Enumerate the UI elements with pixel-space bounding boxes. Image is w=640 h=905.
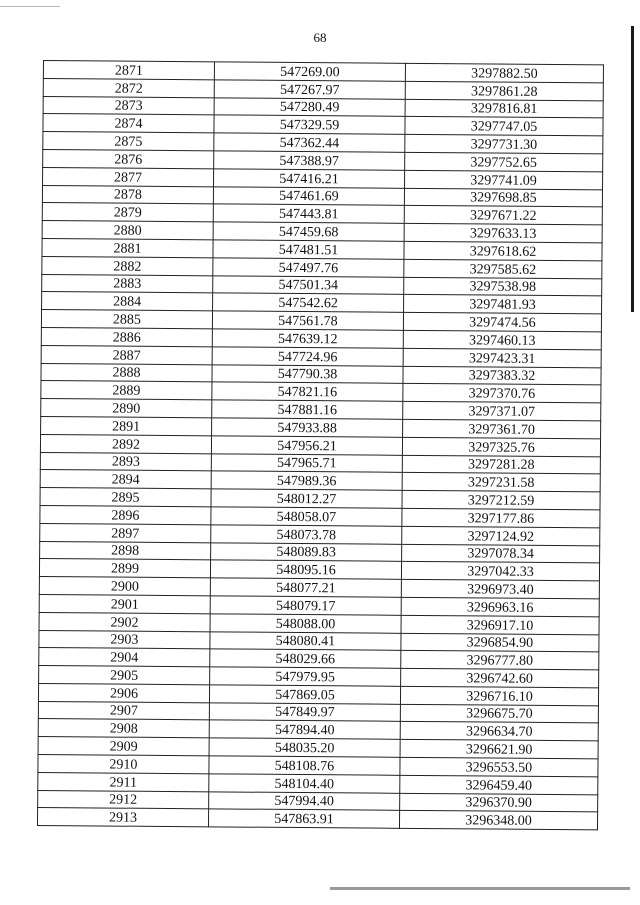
point-number-cell: 2912 (38, 790, 209, 809)
x-coordinate-cell: 548088.00 (210, 614, 401, 633)
x-coordinate-cell: 548095.16 (210, 560, 401, 579)
point-number-cell: 2902 (39, 612, 210, 631)
x-coordinate-cell: 547863.91 (208, 809, 399, 828)
y-coordinate-cell: 3296963.16 (401, 597, 599, 616)
y-coordinate-cell: 3296348.00 (399, 811, 597, 830)
point-number-cell: 2908 (38, 719, 209, 738)
x-coordinate-cell: 547461.69 (213, 186, 404, 205)
point-number-cell: 2880 (42, 221, 213, 240)
x-coordinate-cell: 547481.51 (213, 240, 404, 259)
x-coordinate-cell: 547388.97 (214, 151, 405, 170)
y-coordinate-cell: 3297882.50 (405, 63, 603, 82)
point-number-cell: 2900 (39, 577, 210, 596)
y-coordinate-cell: 3297698.85 (404, 188, 602, 207)
x-coordinate-cell: 547849.97 (209, 703, 400, 722)
y-coordinate-cell: 3297231.58 (402, 473, 600, 492)
page-number: 68 (313, 30, 327, 45)
coordinates-table-container (37, 60, 603, 836)
y-coordinate-cell: 3296854.90 (401, 633, 599, 652)
x-coordinate-cell: 547869.05 (209, 685, 400, 704)
y-coordinate-cell: 3297281.28 (402, 455, 600, 474)
x-coordinate-cell: 548073.78 (211, 525, 402, 544)
y-coordinate-cell: 3296370.90 (400, 793, 598, 812)
point-number-cell: 2903 (39, 630, 210, 649)
point-number-cell: 2874 (43, 114, 214, 133)
y-coordinate-cell: 3296742.60 (401, 668, 599, 687)
y-coordinate-cell: 3297042.33 (401, 562, 599, 581)
point-number-cell: 2904 (39, 648, 210, 667)
y-coordinate-cell: 3296716.10 (400, 686, 598, 705)
y-coordinate-cell: 3297741.09 (405, 170, 603, 189)
x-coordinate-cell: 547639.12 (212, 329, 403, 348)
scan-edge-bar-right (631, 26, 634, 312)
point-number-cell: 2878 (42, 185, 213, 204)
x-coordinate-cell: 547994.40 (209, 791, 400, 810)
scan-edge-line-bottom (330, 887, 630, 890)
x-coordinate-cell: 547790.38 (212, 364, 403, 383)
x-coordinate-cell: 548104.40 (209, 774, 400, 793)
point-number-cell: 2891 (41, 416, 212, 435)
y-coordinate-cell: 3297124.92 (402, 526, 600, 545)
y-coordinate-cell: 3296777.80 (401, 651, 599, 670)
point-number-cell: 2909 (38, 737, 209, 756)
point-number-cell: 2898 (40, 541, 211, 560)
x-coordinate-cell: 547501.34 (213, 275, 404, 294)
x-coordinate-cell: 548058.07 (211, 507, 402, 526)
x-coordinate-cell: 548089.83 (211, 542, 402, 561)
y-coordinate-cell: 3297370.76 (403, 384, 601, 403)
y-coordinate-cell: 3297538.98 (404, 277, 602, 296)
x-coordinate-cell: 547965.71 (211, 453, 402, 472)
point-number-cell: 2873 (43, 96, 214, 115)
y-coordinate-cell: 3297325.76 (402, 437, 600, 456)
y-coordinate-cell: 3296553.50 (400, 757, 598, 776)
x-coordinate-cell: 547280.49 (214, 97, 405, 116)
y-coordinate-cell: 3296634.70 (400, 722, 598, 741)
x-coordinate-cell: 547933.88 (212, 418, 403, 437)
y-coordinate-cell: 3297474.56 (403, 312, 601, 331)
x-coordinate-cell: 547881.16 (212, 400, 403, 419)
x-coordinate-cell: 547979.95 (210, 667, 401, 686)
y-coordinate-cell: 3297752.65 (405, 152, 603, 171)
point-number-cell: 2883 (42, 274, 213, 293)
point-number-cell: 2899 (39, 559, 210, 578)
point-number-cell: 2879 (42, 203, 213, 222)
y-coordinate-cell: 3297585.62 (404, 259, 602, 278)
x-coordinate-cell: 548080.41 (210, 631, 401, 650)
point-number-cell: 2881 (42, 238, 213, 257)
x-coordinate-cell: 547416.21 (214, 169, 405, 188)
y-coordinate-cell: 3297618.62 (404, 241, 602, 260)
x-coordinate-cell: 547542.62 (213, 293, 404, 312)
point-number-cell: 2888 (41, 363, 212, 382)
y-coordinate-cell: 3297816.81 (405, 99, 603, 118)
point-number-cell: 2882 (42, 256, 213, 275)
y-coordinate-cell: 3297423.31 (403, 348, 601, 367)
y-coordinate-cell: 3297371.07 (403, 401, 601, 420)
x-coordinate-cell: 548012.27 (211, 489, 402, 508)
x-coordinate-cell: 547267.97 (214, 80, 405, 99)
point-number-cell: 2876 (43, 149, 214, 168)
point-number-cell: 2906 (38, 683, 209, 702)
x-coordinate-cell: 547497.76 (213, 258, 404, 277)
table-row (37, 808, 597, 830)
x-coordinate-cell: 548077.21 (210, 578, 401, 597)
point-number-cell: 2885 (41, 310, 212, 329)
point-number-cell: 2884 (42, 292, 213, 311)
x-coordinate-cell: 548108.76 (209, 756, 400, 775)
point-number-cell: 2911 (38, 772, 209, 791)
point-number-cell: 2871 (43, 61, 214, 80)
x-coordinate-cell: 548029.66 (210, 649, 401, 668)
x-coordinate-cell: 548079.17 (210, 596, 401, 615)
y-coordinate-cell: 3297078.34 (402, 544, 600, 563)
y-coordinate-cell: 3297481.93 (404, 295, 602, 314)
point-number-cell: 2897 (40, 523, 211, 542)
y-coordinate-cell: 3296973.40 (401, 579, 599, 598)
y-coordinate-cell: 3297747.05 (405, 117, 603, 136)
y-coordinate-cell: 3297671.22 (404, 206, 602, 225)
point-number-cell: 2901 (39, 594, 210, 613)
y-coordinate-cell: 3296675.70 (400, 704, 598, 723)
point-number-cell: 2894 (40, 470, 211, 489)
x-coordinate-cell: 547956.21 (211, 436, 402, 455)
coordinates-table-body (37, 61, 603, 831)
y-coordinate-cell: 3296459.40 (400, 775, 598, 794)
point-number-cell: 2905 (39, 666, 210, 685)
y-coordinate-cell: 3296621.90 (400, 740, 598, 759)
y-coordinate-cell: 3297861.28 (405, 81, 603, 100)
x-coordinate-cell: 547561.78 (212, 311, 403, 330)
point-number-cell: 2889 (41, 381, 212, 400)
point-number-cell: 2895 (40, 488, 211, 507)
point-number-cell: 2896 (40, 505, 211, 524)
point-number-cell: 2892 (40, 434, 211, 453)
coordinates-table (37, 60, 604, 831)
point-number-cell: 2875 (43, 132, 214, 151)
y-coordinate-cell: 3297212.59 (402, 490, 600, 509)
y-coordinate-cell: 3297361.70 (403, 419, 601, 438)
scan-edge-line-top (0, 6, 60, 7)
point-number-cell: 2872 (43, 78, 214, 97)
point-number-cell: 2886 (41, 327, 212, 346)
y-coordinate-cell: 3297383.32 (403, 366, 601, 385)
x-coordinate-cell: 547362.44 (214, 133, 405, 152)
point-number-cell: 2877 (43, 167, 214, 186)
y-coordinate-cell: 3297460.13 (403, 330, 601, 349)
y-coordinate-cell: 3297633.13 (404, 224, 602, 243)
x-coordinate-cell: 547329.59 (214, 115, 405, 134)
y-coordinate-cell: 3296917.10 (401, 615, 599, 634)
x-coordinate-cell: 547269.00 (214, 62, 405, 81)
point-number-cell: 2893 (40, 452, 211, 471)
x-coordinate-cell: 547443.81 (213, 204, 404, 223)
x-coordinate-cell: 547724.96 (212, 347, 403, 366)
point-number-cell: 2910 (38, 755, 209, 774)
x-coordinate-cell: 547894.40 (209, 720, 400, 739)
y-coordinate-cell: 3297177.86 (402, 508, 600, 527)
x-coordinate-cell: 547821.16 (212, 382, 403, 401)
point-number-cell: 2913 (37, 808, 208, 827)
x-coordinate-cell: 548035.20 (209, 738, 400, 757)
x-coordinate-cell: 547989.36 (211, 471, 402, 490)
y-coordinate-cell: 3297731.30 (405, 135, 603, 154)
point-number-cell: 2907 (38, 701, 209, 720)
point-number-cell: 2887 (41, 345, 212, 364)
point-number-cell: 2890 (41, 399, 212, 418)
x-coordinate-cell: 547459.68 (213, 222, 404, 241)
